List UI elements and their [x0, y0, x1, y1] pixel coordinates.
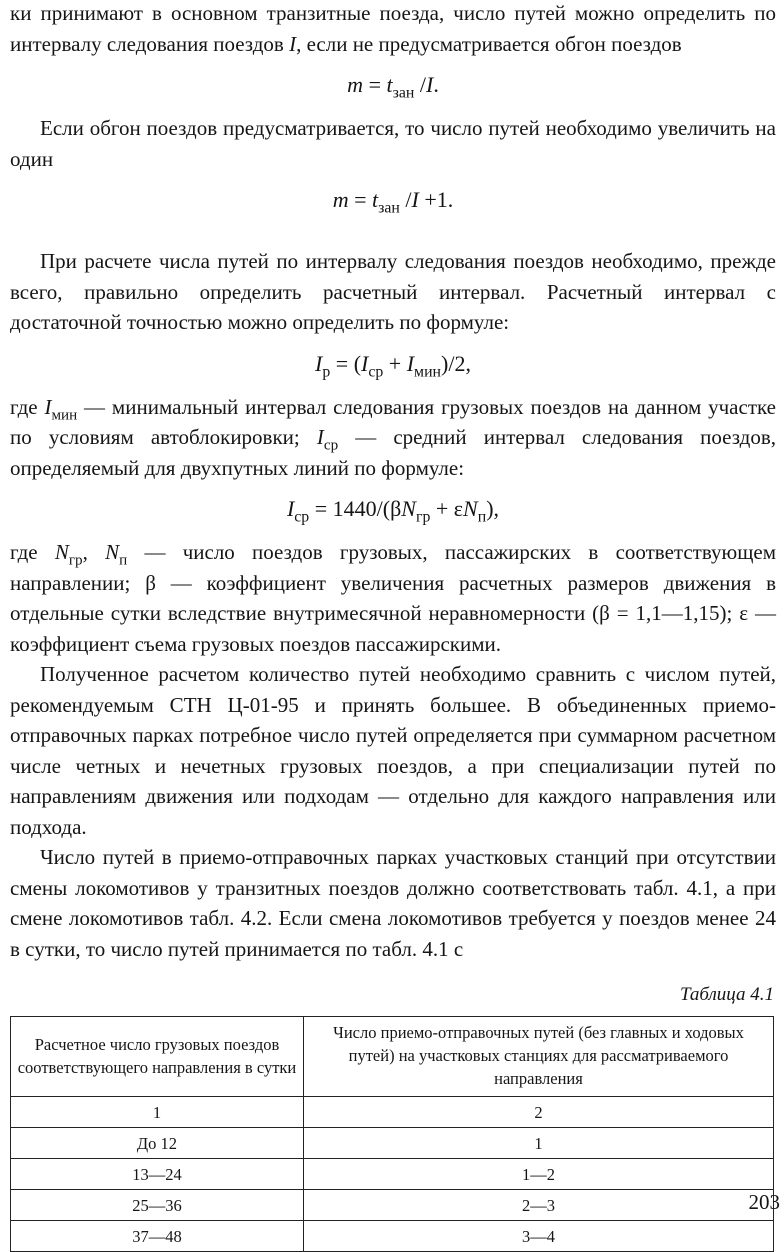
table-row: [11, 1190, 774, 1221]
paragraph-1: ки принимают в основном транзитные поезда, число путей можно определить по интервалу следования поездов I, если не предусматривается обгон поездов: [10, 1, 776, 56]
table-row: [11, 1097, 774, 1128]
table-cell: 1—2: [304, 1159, 774, 1190]
formula-2: $m = t_{зан}$ /I +1.: [332, 187, 454, 217]
paragraph-6: Полученное расчетом количество путей необходимо сравнить с числом путей, рекомендуемым СТН Ц-01-95 и принять большее. В объединенных приемо-отправочных парках потребное число путей определяется при суммарном расчетном числе четных и нечетных грузовых поездов, а при специализации путей по направлениям движения или подходам — отдельно для каждого направления или подхода.: [10, 662, 776, 839]
table-cell: 2: [304, 1097, 774, 1128]
table-cell: 25—36: [11, 1190, 304, 1221]
paragraph-4: где $I_{мин}$ — минимальный интервал следования грузовых поездов на данном участке по условиям автоблокировки; $I_{ср}$ — средний интервал следования поездов, определяемый для двухпутных линий по формуле:: [10, 394, 777, 480]
table-cell: 37—48: [11, 1221, 304, 1252]
table-header-row: [11, 1017, 774, 1097]
table-cell: 1: [304, 1128, 774, 1159]
paragraph-3: При расчете числа путей по интервалу следования поездов необходимо, прежде всего, правильно определить расчетный интервал. Расчетный интервал с достаточной точностью можно определить по формуле:: [10, 249, 776, 334]
table-4-1: [10, 1016, 774, 1252]
table-cell: До 12: [11, 1128, 304, 1159]
page-number: 203: [748, 1190, 780, 1214]
table-row: [11, 1128, 774, 1159]
formula-3: $I_р = (I_{ср} + I_{мин})/2$,: [315, 350, 471, 381]
table-row: [11, 1159, 774, 1190]
formula-4: $I_{ср} = 1440/(\beta N_{гр} + \varepsilon N_п)$,: [286, 496, 500, 526]
paragraph-7: Число путей в приемо-отправочных парках участковых станций при отсутствии смены локомотивов у транзитных поездов должно соответствовать табл. 4.1, а при смене локомотивов табл. 4.2. Если смена локомотивов требуется у поездов менее 24 в сутки, то число путей принимается по табл. 4.1 с: [10, 845, 776, 961]
table-caption: Таблица 4.1: [680, 984, 774, 1005]
formula-1: $m = t_{зан}$ /I.: [347, 72, 439, 102]
paragraph-2: Если обгон поездов предусматривается, то число путей необходимо увеличить на один: [10, 116, 776, 171]
table-header-cell: Число приемо-отправочных путей (без главных и ходовых путей) на участковых станциях для рассматриваемого направления: [304, 1017, 774, 1097]
table-row: [11, 1221, 774, 1252]
table-cell: 2—3: [304, 1190, 774, 1221]
table-cell: 1: [11, 1097, 304, 1128]
table-cell: 13—24: [11, 1159, 304, 1190]
page-body: [10, 0, 776, 1252]
paragraph-5: где $N_{гр}$, $N_п$ — число поездов грузовых, пассажирских в соответствующем направлении; β — коэффициент увеличения расчетных размеров движения в отдельные сутки вследствие внутримесячной неравномерности (β = 1,1—1,15); ε — коэффициент съема грузовых поездов пассажирскими.: [10, 540, 777, 656]
table-cell: 3—4: [304, 1221, 774, 1252]
table-header-cell: Расчетное число грузовых поездов соответствующего направления в сутки: [11, 1017, 304, 1097]
